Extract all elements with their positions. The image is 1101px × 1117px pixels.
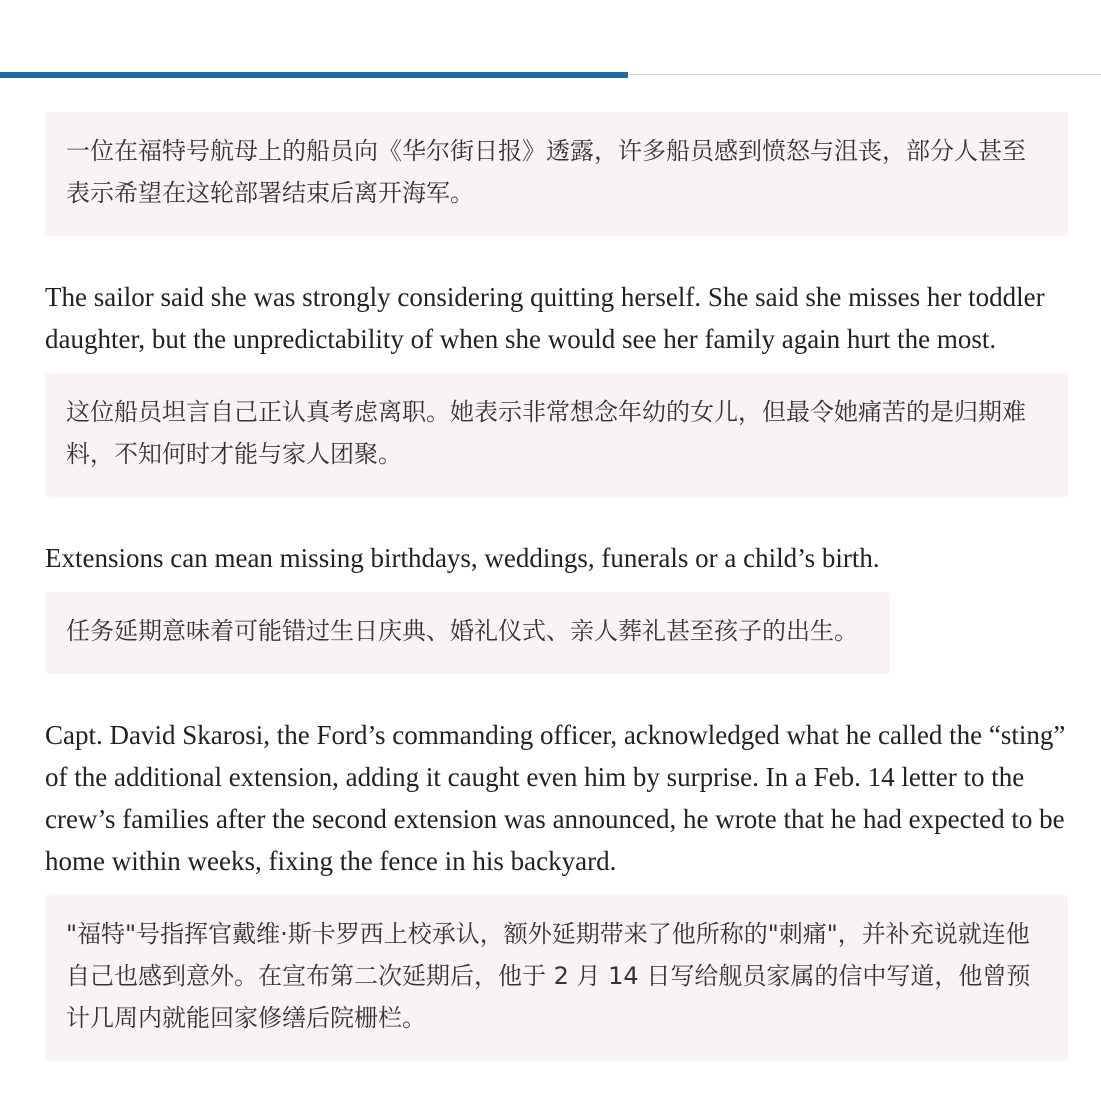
translation-text: 任务延期意味着可能错过生日庆典、婚礼仪式、亲人葬礼甚至孩子的出生。 [66, 617, 858, 645]
reading-progress-bar [0, 72, 628, 78]
article-paragraph-3: Capt. David Skarosi, the Ford’s commanding officer, acknowledged what he called the “sting” of the additional extension, adding it caught even him by surprise. In a Feb. 14 letter to the crew’s families after the second extension was announced, he wrote that he had expected to be home within weeks, fixing the fence in his backyard. [45, 720, 1066, 876]
translation-block-2 [45, 373, 1068, 497]
translation-block-4 [45, 895, 1068, 1061]
article-paragraph-2: Extensions can mean missing birthdays, weddings, funerals or a child’s birth. [45, 543, 880, 573]
translation-text: "福特"号指挥官戴维·斯卡罗西上校承认，额外延期带来了他所称的"刺痛"，并补充说就连他自己也感到意外。在宣布第二次延期后，他于 2 月 14 日写给舰员家属的信中写道，他曾预计几周内就能回家修缮后院栅栏。 [66, 920, 1031, 1032]
article-paragraph-1: The sailor said she was strongly considering quitting herself. She said she misses her toddler daughter, but the unpredictability of when she would see her family again hurt the most. [45, 282, 1045, 354]
translation-block-3 [45, 592, 890, 674]
translation-text: 一位在福特号航母上的船员向《华尔街日报》透露，许多船员感到愤怒与沮丧，部分人甚至表示希望在这轮部署结束后离开海军。 [66, 137, 1026, 207]
translation-text: 这位船员坦言自己正认真考虑离职。她表示非常想念年幼的女儿，但最令她痛苦的是归期难料，不知何时才能与家人团聚。 [66, 398, 1026, 468]
article-body [45, 112, 1068, 1061]
translation-block-1 [45, 112, 1068, 236]
